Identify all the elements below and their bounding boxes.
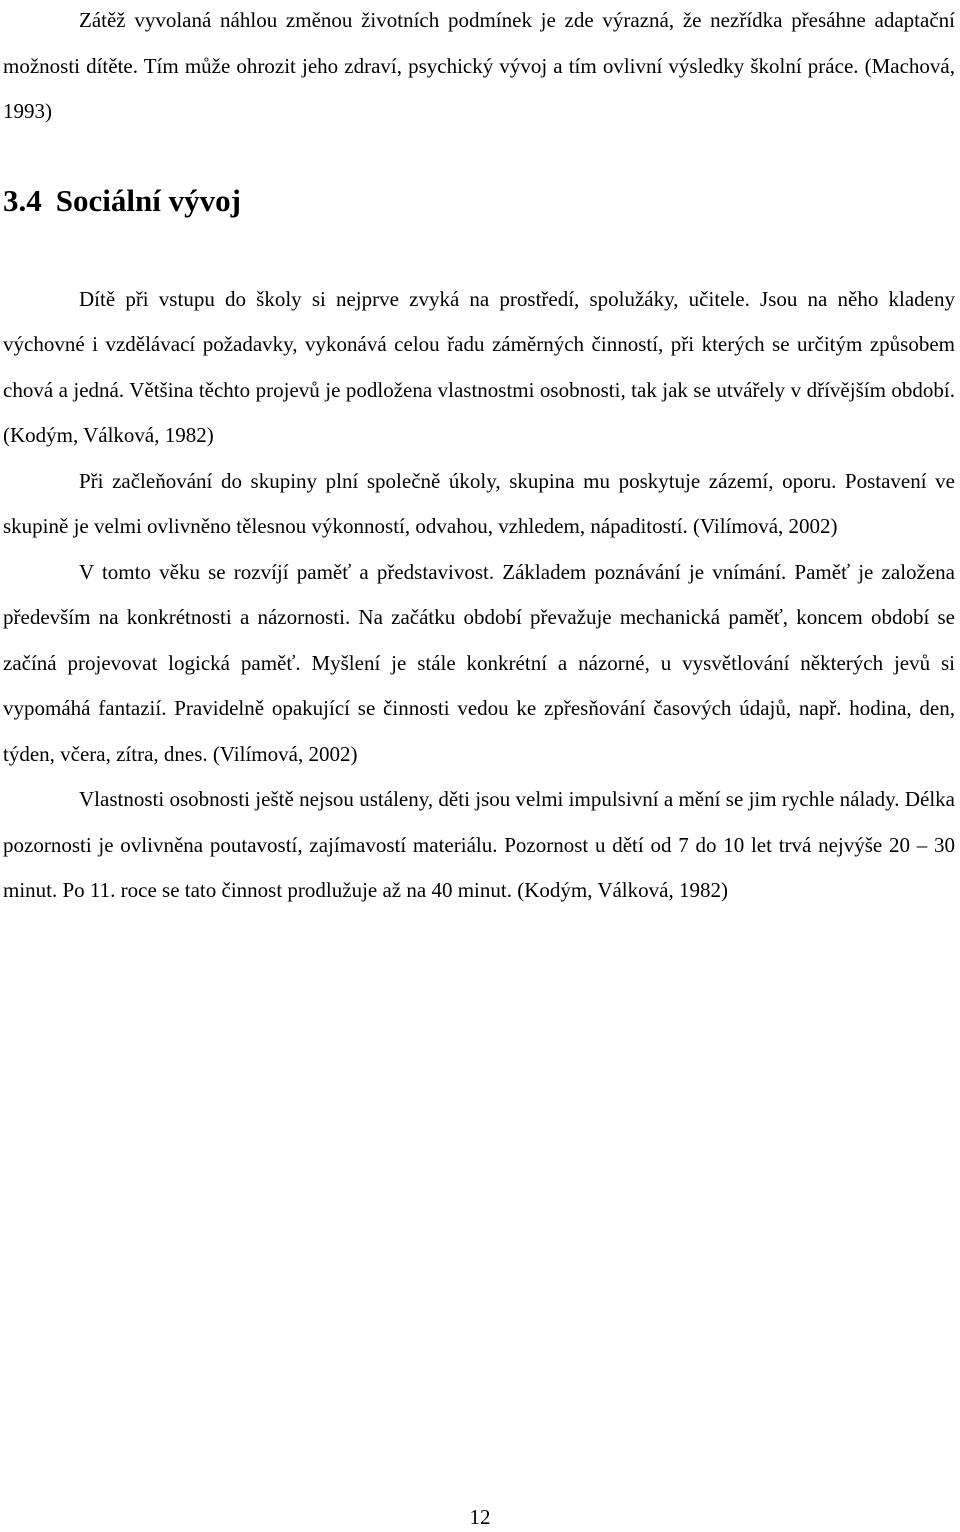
section-heading (3, 181, 955, 221)
page-number: 12 (469, 1505, 491, 1529)
paragraph: Při začleňování do skupiny plní společně úkoly, skupina mu poskytuje zázemí, oporu. Postavení ve skupině je velmi ovlivněno tělesnou výkonností, odvahou, vzhledem, nápaditostí. (Vilímová, 2002) (3, 468, 955, 538)
section-heading-wrapper (3, 135, 955, 283)
page-content (3, 0, 955, 914)
paragraph: V tomto věku se rozvíjí paměť a představivost. Základem poznávání je vnímání. Paměť je založena především na konkrétnosti a názornosti. Na začátku období převažuje mechanická paměť, koncem období se začíná projevovat logická paměť. Myšlení je stále konkrétní a názorné, u vysvětlování některých jevů si vypomáhá fantazií. Pravidelně opakující se činnosti vedou ke zpřesňování časových údajů, např. hodina, den, týden, včera, zítra, dnes. (Vilímová, 2002) (3, 559, 955, 766)
paragraph: Vlastnosti osobnosti ještě nejsou ustáleny, děti jsou velmi impulsivní a mění se jim rychle nálady. Délka pozornosti je ovlivněna poutavostí, zajímavostí materiálu. Pozornost u dětí od 7 do 10 let trvá nejvýše 20 – 30 minut. Po 11. roce se tato činnost prodlužuje až na 40 minut. (Kodým, Válková, 1982) (3, 787, 955, 902)
section-title: Sociální vývoj (55, 182, 241, 218)
paragraph: Dítě při vstupu do školy si nejprve zvyká na prostředí, spolužáky, učitele. Jsou na něho kladeny výchovné i vzdělávací požadavky, vykonává celou řadu záměrných činností, při kterých se určitým způsobem chová a jedná. Většina těchto projevů je podložena vlastnostmi osobnosti, tak jak se utvářely v dřívějším období. (Kodým, Válková, 1982) (3, 286, 955, 447)
paragraph-intro: Zátěž vyvolaná náhlou změnou životních podmínek je zde výrazná, že nezřídka přesáhne adaptační možnosti dítěte. Tím může ohrozit jeho zdraví, psychický vývoj a tím ovlivní výsledky školní práce. (Machová, 1993) (3, 8, 955, 123)
section-number: 3.4 (3, 182, 42, 218)
